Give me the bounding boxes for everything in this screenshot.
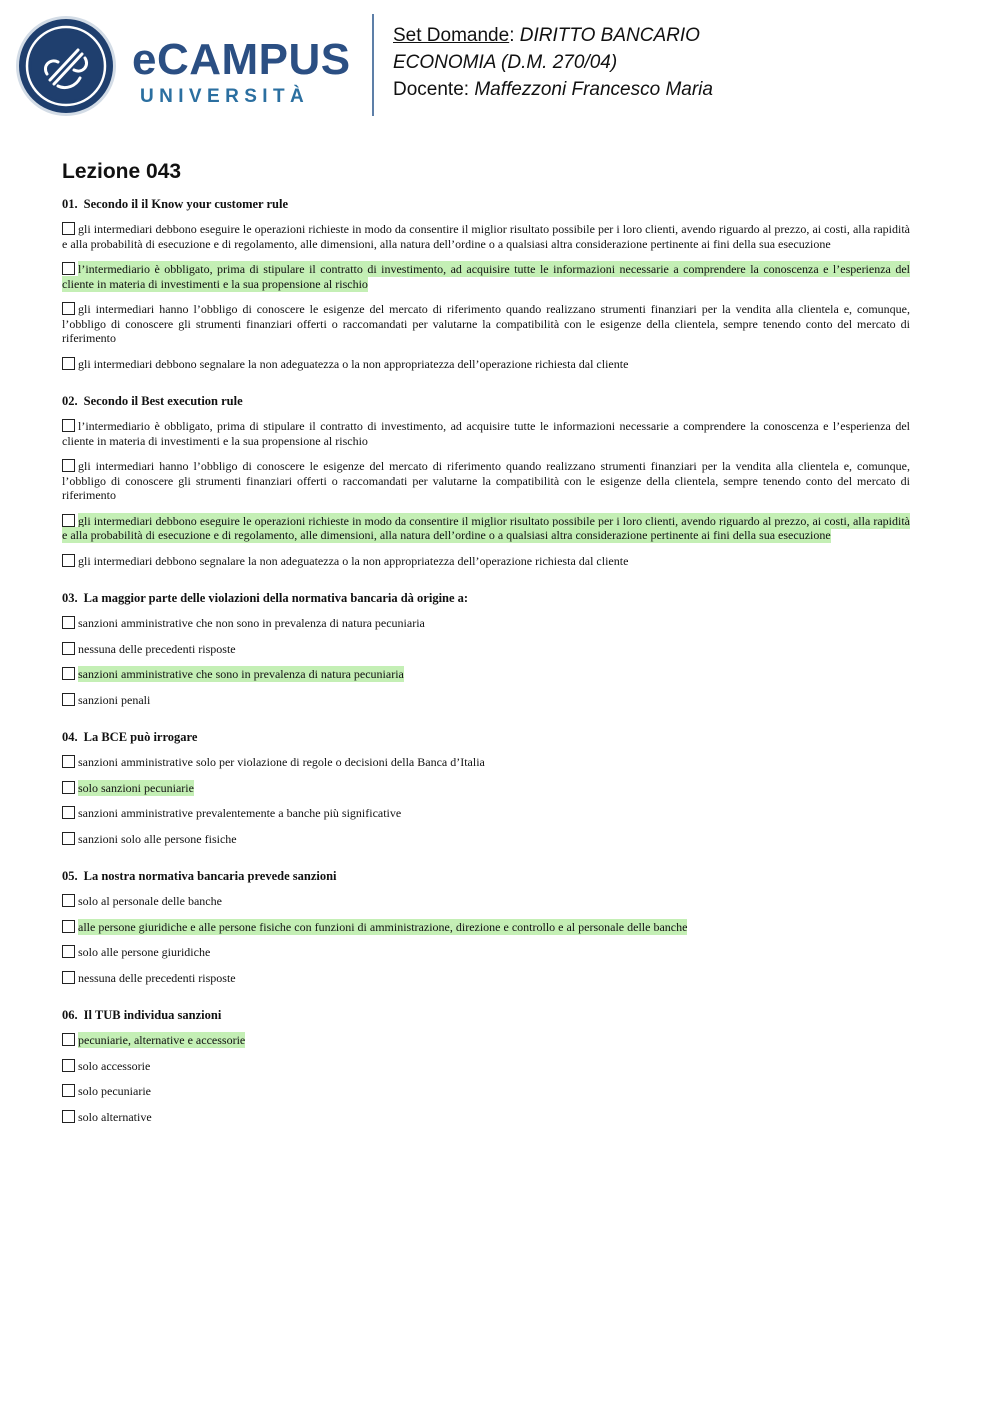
answer-option bbox=[62, 302, 910, 346]
answer-option bbox=[62, 806, 910, 821]
answer-option bbox=[62, 222, 910, 251]
question-block bbox=[62, 729, 910, 846]
answer-option-correct bbox=[62, 920, 910, 935]
checkbox-icon[interactable] bbox=[62, 781, 75, 794]
checkbox-icon[interactable] bbox=[62, 894, 75, 907]
answer-option-text: gli intermediari debbono eseguire le operazioni richieste in modo da consentire il miglior risultato possibile per i loro clienti, avendo riguardo al prezzo, ai costi, alla rapidità e alla probabilità di esecuzione e di regolamento, alle dimensioni, alla natura dell’ordine o a qualsiasi altra considerazione pertinente ai fini della sua esecuzione bbox=[62, 222, 910, 251]
question-heading bbox=[62, 393, 910, 409]
checkbox-icon[interactable] bbox=[62, 616, 75, 629]
answer-option bbox=[62, 554, 910, 569]
question-heading bbox=[62, 729, 910, 745]
answer-option-text: l’intermediario è obbligato, prima di stipulare il contratto di investimento, ad acquisire tutte le informazioni necessarie a comprendere la conoscenza e l’esperienza del cliente in materia di investimenti e la sua propensione al rischio bbox=[62, 419, 910, 448]
checkbox-icon[interactable] bbox=[62, 1084, 75, 1097]
checkbox-icon[interactable] bbox=[62, 755, 75, 768]
answer-option bbox=[62, 971, 910, 986]
question-text: La maggior parte delle violazioni della normativa bancaria dà origine a: bbox=[83, 591, 469, 605]
question-block bbox=[62, 393, 910, 568]
checkbox-icon[interactable] bbox=[62, 971, 75, 984]
question-text: Secondo il Best execution rule bbox=[83, 394, 243, 408]
checkbox-icon[interactable] bbox=[62, 1033, 75, 1046]
brand-name: eCAMPUS bbox=[132, 35, 351, 84]
teacher-label: Docente: bbox=[393, 79, 470, 100]
lesson-title: Lezione 043 bbox=[62, 160, 182, 183]
answer-option bbox=[62, 755, 910, 770]
answer-option bbox=[62, 894, 910, 909]
header-divider bbox=[372, 14, 374, 116]
set-label: Set Domande bbox=[393, 25, 510, 46]
answer-option bbox=[62, 459, 910, 503]
answer-option-text: sanzioni penali bbox=[78, 692, 151, 707]
checkbox-icon[interactable] bbox=[62, 920, 75, 933]
answer-option-text: sanzioni amministrative che sono in prevalenza di natura pecuniaria bbox=[78, 667, 404, 681]
answer-option-text: sanzioni amministrative solo per violazione di regole o decisioni della Banca d’Italia bbox=[78, 755, 485, 769]
question-number: 03. bbox=[62, 591, 78, 605]
teacher-name: Maffezzoni Francesco Maria bbox=[474, 79, 713, 100]
answer-option bbox=[62, 945, 910, 960]
answer-option bbox=[62, 616, 910, 631]
answer-option-text: sanzioni amministrative che non sono in prevalenza di natura pecuniaria bbox=[78, 616, 425, 630]
question-number: 01. bbox=[62, 197, 78, 211]
checkbox-icon[interactable] bbox=[62, 357, 75, 370]
answer-option-text: sanzioni amministrative prevalentemente a banche più significative bbox=[78, 806, 402, 820]
header-info bbox=[393, 22, 713, 103]
answer-option-text: gli intermediari hanno l’obbligo di conoscere le esigenze del mercato di riferimento quando realizzano strumenti finanziari per la vendita alla clientela e, comunque, l’obbligo di conoscere gli strumenti finanziari offerti o raccomandati per valutarne la compatibilità con le esigenze della clientela, sempre tenendo conto del mercato di riferimento bbox=[62, 302, 910, 345]
question-text: La nostra normativa bancaria prevede sanzioni bbox=[83, 869, 337, 883]
checkbox-icon[interactable] bbox=[62, 806, 75, 819]
checkbox-icon[interactable] bbox=[62, 222, 75, 235]
question-block bbox=[62, 196, 910, 371]
answer-option bbox=[62, 1110, 910, 1125]
answer-option-correct bbox=[62, 667, 910, 682]
checkbox-icon[interactable] bbox=[62, 514, 75, 527]
answer-option-text: gli intermediari debbono eseguire le operazioni richieste in modo da consentire il miglior risultato possibile per i loro clienti, avendo riguardo al prezzo, ai costi, alla rapidità e alla probabilità di esecuzione e di regolamento, alle dimensioni, alla natura dell’ordine o a qualsiasi altra considerazione pertinente ai fini della sua esecuzione bbox=[62, 513, 910, 542]
answer-option-text: gli intermediari debbono segnalare la non adeguatezza o la non appropriatezza dell’operazione richiesta dal cliente bbox=[78, 553, 629, 568]
question-number: 04. bbox=[62, 730, 78, 744]
checkbox-icon[interactable] bbox=[62, 554, 75, 567]
answer-option bbox=[62, 357, 910, 372]
answer-option-text: gli intermediari hanno l’obbligo di conoscere le esigenze del mercato di riferimento quando realizzano strumenti finanziari per la vendita alla clientela e, comunque, l’obbligo di conoscere gli strumenti finanziari offerti o raccomandati per valutarne la compatibilità con le esigenze della clientela, sempre tenendo conto del mercato di riferimento bbox=[62, 459, 910, 502]
answer-option bbox=[62, 832, 910, 847]
question-heading bbox=[62, 590, 910, 606]
answer-option-text: solo pecuniarie bbox=[78, 1084, 151, 1098]
checkbox-icon[interactable] bbox=[62, 262, 75, 275]
question-heading bbox=[62, 868, 910, 884]
checkbox-icon[interactable] bbox=[62, 693, 75, 706]
answer-option bbox=[62, 693, 910, 708]
answer-option bbox=[62, 642, 910, 657]
question-heading bbox=[62, 1007, 910, 1023]
answer-option-text: sanzioni solo alle persone fisiche bbox=[78, 831, 237, 846]
answer-option-text: solo alternative bbox=[78, 1109, 152, 1124]
answer-option-text: solo alle persone giuridiche bbox=[78, 945, 211, 959]
checkbox-icon[interactable] bbox=[62, 667, 75, 680]
answer-option-text: solo al personale delle banche bbox=[78, 894, 222, 908]
brand-text bbox=[132, 35, 351, 108]
question-text: La BCE può irrogare bbox=[83, 730, 198, 744]
question-list bbox=[62, 196, 910, 1146]
answer-option-correct bbox=[62, 781, 910, 796]
checkbox-icon[interactable] bbox=[62, 642, 75, 655]
checkbox-icon[interactable] bbox=[62, 1110, 75, 1123]
set-line: Set Domande: DIRITTO BANCARIO bbox=[393, 25, 700, 46]
answer-option-correct bbox=[62, 514, 910, 543]
checkbox-icon[interactable] bbox=[62, 1059, 75, 1072]
question-text: Secondo il il Know your customer rule bbox=[83, 197, 289, 211]
answer-option-text: nessuna delle precedenti risposte bbox=[78, 970, 236, 985]
question-number: 05. bbox=[62, 869, 78, 883]
question-heading bbox=[62, 196, 910, 212]
answer-option-text: gli intermediari debbono segnalare la non adeguatezza o la non appropriatezza dell’operazione richiesta dal cliente bbox=[78, 356, 629, 371]
answer-option-text: solo sanzioni pecuniarie bbox=[78, 780, 194, 795]
answer-option bbox=[62, 1084, 910, 1099]
question-block bbox=[62, 868, 910, 985]
answer-option-correct bbox=[62, 1033, 910, 1048]
checkbox-icon[interactable] bbox=[62, 945, 75, 958]
question-block bbox=[62, 1007, 910, 1124]
course-line: ECONOMIA (D.M. 270/04) bbox=[393, 52, 618, 73]
set-value: DIRITTO BANCARIO bbox=[519, 25, 700, 46]
answer-option bbox=[62, 1059, 910, 1074]
answer-option-correct bbox=[62, 262, 910, 291]
answer-option-text: nessuna delle precedenti risposte bbox=[78, 641, 236, 656]
question-number: 06. bbox=[62, 1008, 78, 1022]
checkbox-icon[interactable] bbox=[62, 419, 75, 432]
answer-option-text: solo accessorie bbox=[78, 1058, 151, 1073]
checkbox-icon[interactable] bbox=[62, 459, 75, 472]
teacher-line bbox=[393, 76, 713, 103]
question-number: 02. bbox=[62, 394, 78, 408]
answer-option-text: pecuniarie, alternative e accessorie bbox=[78, 1033, 246, 1047]
answer-option-text: l’intermediario è obbligato, prima di stipulare il contratto di investimento, ad acquisire tutte le informazioni necessarie a comprendere la conoscenza e l’esperienza del cliente in materia di investimenti e la sua propensione al rischio bbox=[62, 262, 910, 291]
ecampus-emblem-icon bbox=[14, 14, 118, 118]
question-block bbox=[62, 590, 910, 707]
answer-option-text: alle persone giuridiche e alle persone fisiche con funzioni di amministrazione, direzione e controllo e al personale delle banche bbox=[78, 919, 688, 934]
checkbox-icon[interactable] bbox=[62, 302, 75, 315]
question-text: Il TUB individua sanzioni bbox=[83, 1008, 222, 1022]
answer-option bbox=[62, 419, 910, 448]
checkbox-icon[interactable] bbox=[62, 832, 75, 845]
brand-subtitle: UNIVERSITÀ bbox=[140, 86, 310, 107]
